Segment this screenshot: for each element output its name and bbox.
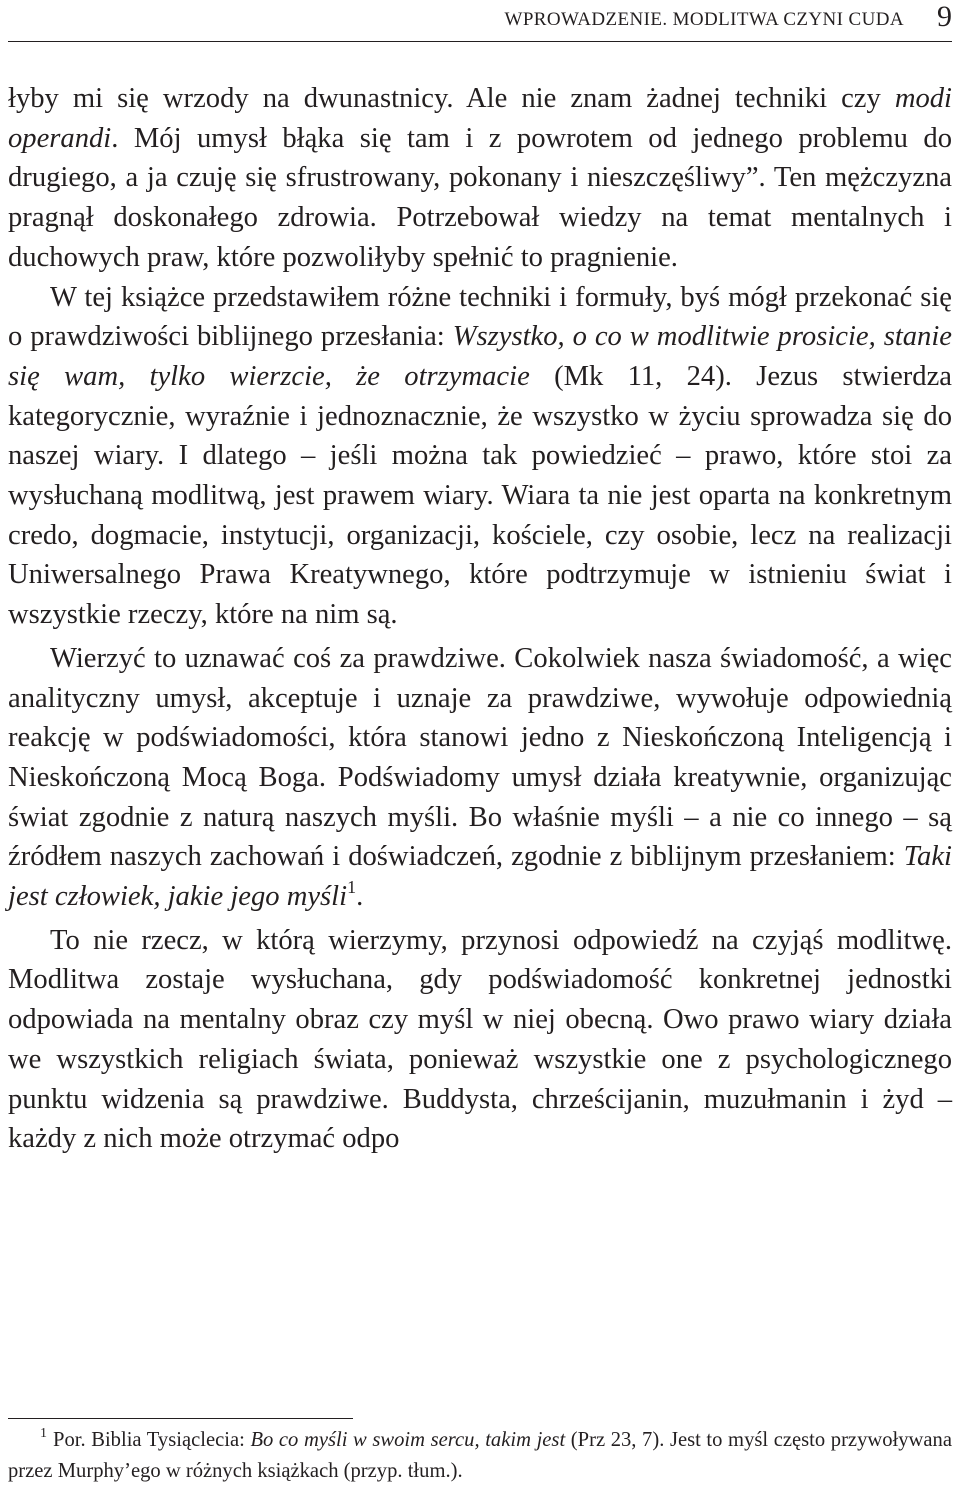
text-run: Por. Biblia Tysiąclecia: bbox=[53, 1429, 251, 1451]
paragraph bbox=[8, 79, 952, 278]
text-run: To nie rzecz, w którą wierzymy, przynosi odpowiedź na czyjąś modlitwę. Modlitwa zostaje wysłuchana, gdy podświadomość konkretnej jednostki odpowiada na mentalny obraz czy myśl w niej obecną. Owo prawo wiary działa we wszystkich religiach świata, ponieważ wszystkie one z psychologicznego punktu widzenia są prawdziwe. Buddysta, chrześcijanin, muzułmanin i żyd – każdy z nich może otrzymać odpo bbox=[8, 924, 952, 1155]
footnote-number: 1 bbox=[40, 1426, 47, 1441]
text-run: W tej książce przedstawiłem różne techniki i formuły, byś mógł przekonać się o prawdziwości biblijnego przesłania: bbox=[8, 281, 952, 353]
running-head: WPROWADZENIE. MODLITWA CZYNI CUDA bbox=[504, 9, 904, 30]
footnote-reference: 1 bbox=[347, 877, 357, 898]
paragraph bbox=[8, 639, 952, 917]
text-run: łyby mi się wrzody na dwunastnicy. Ale nie znam żadnej techniki czy bbox=[8, 83, 895, 114]
italic-text: modi operandi bbox=[8, 83, 952, 154]
italic-text: Bo co myśli w swoim sercu, takim jest bbox=[250, 1429, 566, 1451]
paragraph bbox=[8, 921, 952, 1159]
page-number: 9 bbox=[937, 0, 952, 33]
text-run: (Prz 23, 7). Jest to myśl często przywoływana przez Murphy’ego w różnych książkach (przyp. tłum.). bbox=[8, 1429, 952, 1482]
text-run: . bbox=[356, 881, 364, 913]
body-text bbox=[8, 79, 952, 1159]
footnote-text bbox=[8, 1429, 952, 1482]
footnote-rule bbox=[8, 1418, 353, 1419]
page-header bbox=[8, 0, 952, 42]
text-run: Wierzyć to uznawać coś za prawdziwe. Cokolwiek nasza świadomość, a więc analityczny umysł, akceptuje i uznaje za prawdziwe, wywołuje odpowiednią reakcję w podświadomości, która stanowi jedno z Nieskończoną Inteligencją i Nieskończoną Mocą Boga. Podświadomy umysł działa kreatywnie, organizując świat zgodnie z naturą naszych myśli. Bo właśnie myśli – a nie co innego – są źródłem naszych zachowań i doświadczeń, zgodnie z biblijnym przesłaniem: bbox=[8, 642, 952, 873]
italic-text: Wszystko, o co w modlitwie prosicie, stanie się wam, tylko wierzcie, że otrzymacie bbox=[8, 321, 952, 392]
text-run: . Mój umysł błąka się tam i z powrotem od jednego problemu do drugiego, a ja czuję się sfrustrowany, pokonany i nieszczęśliwy”. Ten mężczyzna pragnął doskonałego zdrowia. Potrzebował wiedzy na temat mentalnych i duchowych praw, które pozwoliłyby spełnić to pragnienie. bbox=[8, 122, 952, 273]
paragraph bbox=[8, 278, 952, 635]
text-run: (Mk 11, 24). Jezus stwierdza kategorycznie, wyraźnie i jednoznacznie, że wszystko w życiu sprowadza się do naszej wiary. I dlatego – jeśli można tak powiedzieć – prawo, które stoi za wysłuchaną modlitwą, jest prawem wiary. Wiara ta nie jest oparta na konkretnym credo, dogmacie, instytucji, organizacji, kościele, czy osobie, lecz na realizacji Uniwersalnego Prawa Kreatywnego, które podtrzymuje w istnieniu świat i wszystkie rzeczy, które na nim są. bbox=[8, 360, 952, 631]
footnote bbox=[8, 1425, 952, 1487]
italic-text: Taki jest człowiek, jakie jego myśli bbox=[8, 841, 952, 913]
